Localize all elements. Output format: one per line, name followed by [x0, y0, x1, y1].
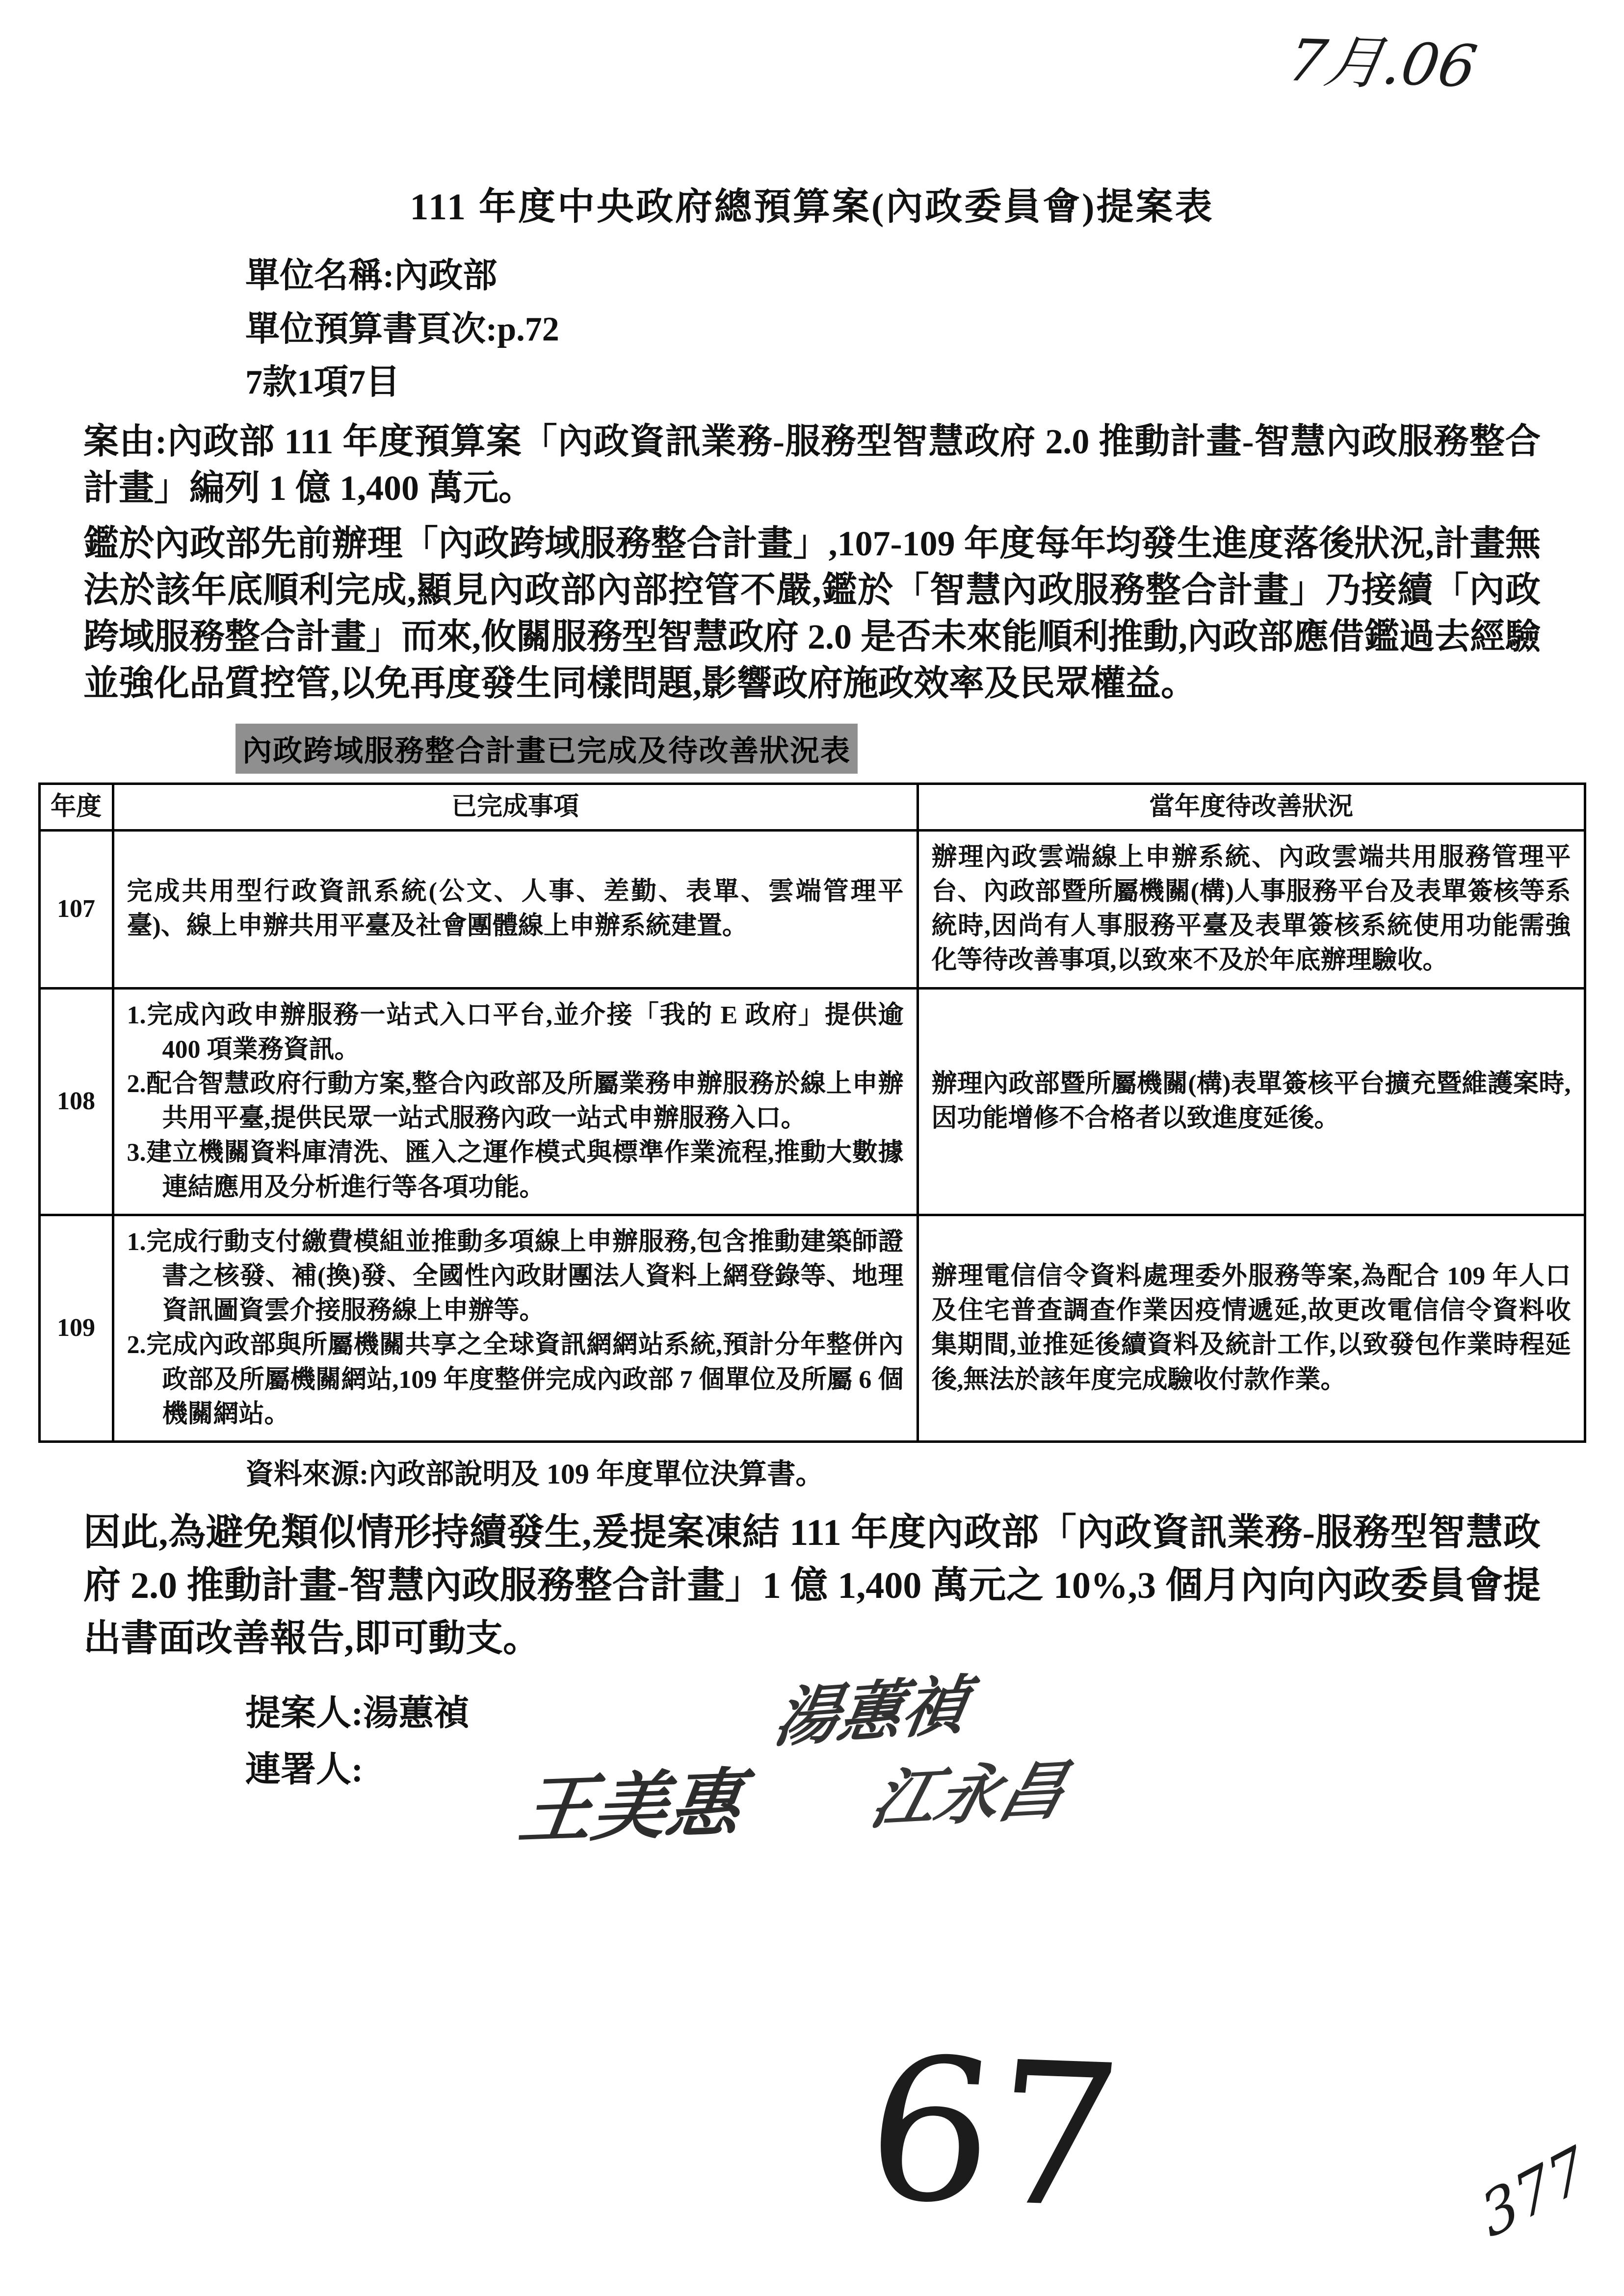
completed-cell — [113, 830, 917, 988]
completed-cell — [113, 988, 917, 1215]
completed-list-item: 2.配合智慧政府行動方案,整合內政部及所屬業務申辦服務於線上申辦共用平臺,提供民眾一站式服務內政一站式申辦服務入口。 — [127, 1070, 904, 1133]
table-row-107 — [39, 830, 1585, 988]
cosigner-line: 連署人: — [245, 1749, 363, 1789]
handwritten-date: 7月.06 — [1283, 26, 1482, 101]
conclusion-paragraph: 因此,為避免類似情形持續發生,爰提案凍結 111 年度內政部「內政資訊業務-服務型智慧政府 2.0 推動計畫-智慧內政服務整合計畫」1 億 1,400 萬元之 10%,3 個月內向內政委員會提出書面改善報告,即可動支。 — [83, 1512, 1541, 1659]
completed-list-item: 1.完成內政申辦服務一站式入口平台,並介接「我的 E 政府」提供逾 400 項業務資訊。 — [127, 1001, 904, 1064]
pending-cell — [917, 988, 1585, 1215]
completed-text: 完成共用型行政資訊系統(公文、人事、差勤、表單、雲端管理平臺)、線上申辦共用平臺及社會團體線上申辦系統建置。 — [127, 878, 904, 940]
col-header-pending: 當年度待改善狀況 — [917, 783, 1585, 830]
year-cell: 107 — [39, 830, 113, 988]
proposer-line: 提案人:湯蕙禎 — [245, 1693, 469, 1733]
source-note: 資料來源:內政部說明及 109 年度單位決算書。 — [245, 1458, 824, 1490]
meta-block — [245, 250, 1624, 410]
year-cell: 109 — [39, 1215, 113, 1441]
pending-text: 辦理電信信令資料處理委外服務等案,為配合 109 年人口及住宅普查調查作業因疫情遞延,故更改電信信令資料收集期間,並推延後續資料及統計工作,以致發包作業時程延後,無法於該年度完成驗收付款作業。 — [931, 1262, 1571, 1394]
case-paragraph: 案由:內政部 111 年度預算案「內政資訊業務-服務型智慧政府 2.0 推動計畫-智慧內政服務整合計畫」編列 1 億 1,400 萬元。 — [83, 421, 1541, 508]
handwritten-page-number: 67 — [856, 2015, 1130, 2252]
pending-text: 辦理內政雲端線上申辦系統、內政雲端共用服務管理平台、內政部暨所屬機關(構)人事服務平台及表單簽核等系統時,因尚有人事服務平臺及表單簽核系統使用功能需強化等待改善事項,以致來不及於年底辦理驗收。 — [931, 843, 1571, 975]
background-paragraph: 鑑於內政部先前辦理「內政跨域服務整合計畫」,107-109 年度每年均發生進度落後狀況,計畫無法於該年底順利完成,顯見內政部內部控管不嚴,鑑於「智慧內政服務整合計畫」乃接續「內政跨域服務整合計畫」而來,攸關服務型智慧政府 2.0 是否未來能順利推動,內政部應借鑑過去經驗並強化品質控管,以免再度發生同樣問題,影響政府施政效率及民眾權益。 — [83, 523, 1541, 703]
proposer-signature: 湯蕙禎 — [768, 1666, 973, 1756]
budget-item-line: 7款1項7目 — [245, 364, 400, 401]
table-caption: 內政跨域服務整合計畫已完成及待改善狀況表 — [236, 724, 858, 774]
page-ref-line: 單位預算書頁次:p.72 — [245, 310, 559, 348]
completed-list-item: 2.完成內政部與所屬機關共享之全球資訊網網站系統,預計分年整併內政部及所屬機關網站,109 年度整併完成內政部 7 個單位及所屬 6 個機關網站。 — [127, 1331, 904, 1428]
table-header-row — [39, 783, 1585, 830]
table-row-108 — [39, 988, 1585, 1215]
col-header-year: 年度 — [39, 783, 113, 830]
page-title: 111 年度中央政府總預算案(內政委員會)提案表 — [410, 186, 1214, 228]
unit-name-line: 單位名稱:內政部 — [245, 257, 498, 295]
pending-cell — [917, 1215, 1585, 1441]
pending-text: 辦理內政部暨所屬機關(構)表單簽核平台擴充暨維護案時,因功能增修不合格者以致進度延後。 — [931, 1070, 1571, 1133]
cosigner-signature-2: 江永昌 — [863, 1751, 1075, 1838]
status-table — [38, 783, 1586, 1443]
cosigner-signature-1: 王美惠 — [514, 1759, 747, 1854]
pending-cell — [917, 830, 1585, 988]
completed-list-item: 3.建立機關資料庫清洗、匯入之運作模式與標準作業流程,推動大數據連結應用及分析進行等各項功能。 — [127, 1139, 904, 1201]
completed-cell — [113, 1215, 917, 1441]
handwritten-corner-number: 377 — [1473, 2133, 1594, 2252]
year-cell: 108 — [39, 988, 113, 1215]
table-row-109 — [39, 1215, 1585, 1441]
col-header-completed: 已完成事項 — [113, 783, 917, 830]
table-caption-wrap — [236, 724, 1624, 774]
signature-block — [245, 1666, 1624, 1854]
completed-list-item: 1.完成行動支付繳費模組並推動多項線上申辦服務,包含推動建築師證書之核發、補(換)發、全國性內政財團法人資料上網登錄等、地理資訊圖資雲介接服務線上申辦等。 — [127, 1227, 904, 1325]
